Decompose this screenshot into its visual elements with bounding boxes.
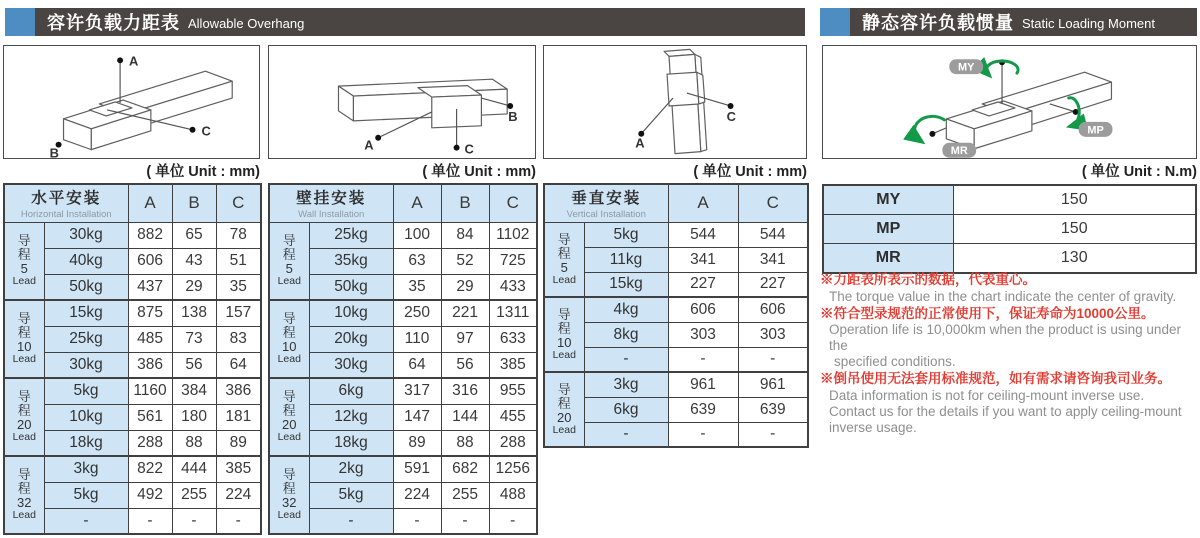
table-title-zh: 垂直安装 bbox=[571, 190, 642, 208]
point-c-dot bbox=[454, 145, 460, 151]
notes-block bbox=[820, 271, 1200, 436]
point-c-dot bbox=[190, 127, 196, 133]
load-cell: 3kg bbox=[584, 372, 668, 397]
header-title-en: Static Loading Moment bbox=[1022, 16, 1155, 31]
load-cell: 25kg bbox=[309, 222, 393, 248]
value-cell: 561 bbox=[128, 404, 172, 430]
blue-accent-square bbox=[5, 8, 35, 36]
lead-label-cell: 导程 32 Lead bbox=[269, 456, 309, 534]
moment-label-mp: MP bbox=[823, 215, 953, 244]
blue-accent-square bbox=[820, 8, 850, 36]
value-cell: - bbox=[216, 508, 261, 534]
value-cell: 633 bbox=[489, 326, 537, 352]
column-header-c: C bbox=[216, 184, 261, 222]
table-row bbox=[269, 508, 537, 534]
load-cell: 5kg bbox=[44, 378, 128, 404]
unit-label-nm: ( 单位 Unit : N.m) bbox=[1081, 164, 1197, 180]
lead-label-cell: 导程 10 Lead bbox=[4, 300, 44, 378]
value-cell: 83 bbox=[216, 326, 261, 352]
load-cell: 5kg bbox=[309, 482, 393, 508]
lead-label-cell: 导程 5 Lead bbox=[269, 222, 309, 300]
load-cell: 35kg bbox=[309, 248, 393, 274]
value-cell: 386 bbox=[216, 378, 261, 404]
mr-rotation-arrow bbox=[915, 116, 945, 140]
value-cell: 227 bbox=[668, 272, 738, 297]
value-cell: 288 bbox=[489, 430, 537, 456]
table-row bbox=[544, 222, 808, 247]
table-row bbox=[269, 326, 537, 352]
unit-label-mm: ( 单位 Unit : mm) bbox=[693, 164, 807, 180]
value-cell: 437 bbox=[128, 274, 172, 300]
table-row bbox=[269, 248, 537, 274]
point-a-label: A bbox=[129, 53, 139, 69]
value-cell: 882 bbox=[128, 222, 172, 248]
table-row bbox=[269, 456, 537, 482]
value-cell: 147 bbox=[393, 404, 441, 430]
value-cell: - bbox=[738, 347, 808, 372]
header-title-zh: 容许负载力距表 bbox=[47, 13, 180, 33]
table-row bbox=[269, 300, 537, 326]
value-cell: - bbox=[489, 508, 537, 534]
value-cell: 73 bbox=[172, 326, 216, 352]
table-row bbox=[269, 404, 537, 430]
value-cell: 1311 bbox=[489, 300, 537, 326]
table-row bbox=[544, 272, 808, 297]
value-cell: 682 bbox=[441, 456, 489, 482]
value-cell: 65 bbox=[172, 222, 216, 248]
moment-axes-diagram bbox=[822, 45, 1197, 159]
value-cell: 492 bbox=[128, 482, 172, 508]
table-title-en: Wall Installation bbox=[298, 209, 365, 221]
mp-badge bbox=[1079, 122, 1113, 137]
table-row bbox=[823, 215, 1196, 244]
section-header-allowable-overhang bbox=[5, 8, 805, 36]
value-cell: 639 bbox=[738, 397, 808, 422]
value-cell: 288 bbox=[128, 430, 172, 456]
value-cell: 639 bbox=[668, 397, 738, 422]
table-header-row bbox=[544, 184, 808, 222]
table-title-en: Vertical Installation bbox=[566, 209, 646, 221]
value-cell: 961 bbox=[668, 372, 738, 397]
table-row bbox=[823, 244, 1196, 274]
note-en: Contact us for the details if you want to apply ceiling-mount bbox=[829, 403, 1182, 419]
value-cell: - bbox=[738, 422, 808, 447]
table-row bbox=[544, 347, 808, 372]
horizontal-mount-drawing bbox=[4, 46, 259, 158]
wall-mount-diagram bbox=[268, 45, 536, 159]
table-title-zh: 水平安装 bbox=[31, 190, 102, 208]
value-cell: 64 bbox=[393, 352, 441, 378]
value-cell: 221 bbox=[441, 300, 489, 326]
table-row bbox=[544, 397, 808, 422]
value-cell: - bbox=[128, 508, 172, 534]
load-cell: 40kg bbox=[44, 248, 128, 274]
value-cell: 56 bbox=[172, 352, 216, 378]
section-header-static-loading-moment bbox=[820, 8, 1197, 36]
value-cell: - bbox=[172, 508, 216, 534]
table-title-cell bbox=[269, 184, 393, 222]
column-header-a: A bbox=[668, 184, 738, 222]
value-cell: 822 bbox=[128, 456, 172, 482]
header-title-en: Allowable Overhang bbox=[188, 16, 305, 31]
load-cell: 12kg bbox=[309, 404, 393, 430]
wall-mount-drawing bbox=[269, 46, 535, 158]
table-row bbox=[269, 352, 537, 378]
value-cell: 52 bbox=[441, 248, 489, 274]
mp-badge-label: MP bbox=[1087, 124, 1104, 137]
lead-label-cell: 导程 10 Lead bbox=[269, 300, 309, 378]
load-cell: 25kg bbox=[44, 326, 128, 352]
point-a-dot bbox=[117, 57, 123, 63]
value-cell: - bbox=[393, 508, 441, 534]
value-cell: 29 bbox=[172, 274, 216, 300]
mr-badge bbox=[942, 143, 976, 158]
table-row bbox=[269, 482, 537, 508]
value-cell: 89 bbox=[393, 430, 441, 456]
unit-label-mm: ( 单位 Unit : mm) bbox=[146, 164, 260, 180]
lead-label-cell: 导程 20 Lead bbox=[4, 378, 44, 456]
table-row bbox=[544, 372, 808, 397]
value-cell: 224 bbox=[216, 482, 261, 508]
value-cell: 255 bbox=[441, 482, 489, 508]
note-en: specified conditions. bbox=[834, 354, 956, 369]
value-cell: 88 bbox=[441, 430, 489, 456]
table-row bbox=[269, 222, 537, 248]
note-zh: ※力距表所表示的数据，代表重心。 bbox=[820, 272, 1036, 287]
my-badge bbox=[949, 59, 983, 74]
table-row bbox=[4, 456, 261, 482]
point-c-label: C bbox=[726, 108, 736, 124]
column-header-c: C bbox=[489, 184, 537, 222]
horizontal-mount-diagram bbox=[3, 45, 260, 159]
load-cell: 5kg bbox=[584, 222, 668, 247]
column-header-c: C bbox=[738, 184, 808, 222]
note-en: Operation life is 10,000km when the product is using under the bbox=[829, 322, 1181, 353]
value-cell: 316 bbox=[441, 378, 489, 404]
load-cell: 15kg bbox=[44, 300, 128, 326]
lead-label-cell: 导程 5 Lead bbox=[544, 222, 584, 297]
column-header-b: B bbox=[172, 184, 216, 222]
load-cell: 30kg bbox=[44, 352, 128, 378]
table-row bbox=[269, 430, 537, 456]
point-b-label: B bbox=[49, 145, 59, 158]
table-row bbox=[823, 185, 1196, 215]
value-cell: 875 bbox=[128, 300, 172, 326]
rail-drawing bbox=[946, 72, 1111, 149]
value-cell: 303 bbox=[668, 322, 738, 347]
value-cell: 35 bbox=[393, 274, 441, 300]
load-cell: - bbox=[584, 347, 668, 372]
value-cell: 84 bbox=[441, 222, 489, 248]
value-cell: 180 bbox=[172, 404, 216, 430]
value-cell: 224 bbox=[393, 482, 441, 508]
value-cell: 63 bbox=[393, 248, 441, 274]
note-en: inverse usage. bbox=[829, 419, 917, 435]
rail-drawing bbox=[338, 79, 507, 128]
table-title-cell bbox=[544, 184, 668, 222]
table-title-zh: 壁挂安装 bbox=[296, 190, 367, 208]
value-cell: 89 bbox=[216, 430, 261, 456]
value-cell: 961 bbox=[738, 372, 808, 397]
value-cell: 433 bbox=[489, 274, 537, 300]
load-cell: 6kg bbox=[309, 378, 393, 404]
column-header-a: A bbox=[393, 184, 441, 222]
table-row bbox=[269, 274, 537, 300]
load-cell: 2kg bbox=[309, 456, 393, 482]
note-zh: ※符合型录规范的正常使用下，保证寿命为10000公里。 bbox=[820, 305, 1155, 321]
lead-label-cell: 导程 20 Lead bbox=[544, 372, 584, 447]
value-cell: 181 bbox=[216, 404, 261, 430]
point-a-label: A bbox=[364, 137, 374, 153]
value-cell: 1102 bbox=[489, 222, 537, 248]
load-cell: 6kg bbox=[584, 397, 668, 422]
value-cell: 56 bbox=[441, 352, 489, 378]
moment-label-mr: MR bbox=[823, 244, 953, 274]
value-cell: 384 bbox=[172, 378, 216, 404]
load-cell: 20kg bbox=[309, 326, 393, 352]
value-cell: 606 bbox=[128, 248, 172, 274]
value-cell: 78 bbox=[216, 222, 261, 248]
lead-label-cell: 导程 20 Lead bbox=[269, 378, 309, 456]
value-cell: 455 bbox=[489, 404, 537, 430]
load-cell: - bbox=[44, 508, 128, 534]
table-row bbox=[544, 247, 808, 272]
load-cell: 15kg bbox=[584, 272, 668, 297]
value-cell: 29 bbox=[441, 274, 489, 300]
value-cell: 227 bbox=[738, 272, 808, 297]
mr-badge-label: MR bbox=[950, 145, 968, 158]
value-cell: 606 bbox=[738, 297, 808, 322]
value-cell: 1256 bbox=[489, 456, 537, 482]
moment-value-mp: 150 bbox=[953, 215, 1196, 244]
header-title-zh: 静态容许负载惯量 bbox=[862, 13, 1014, 33]
value-cell: 485 bbox=[128, 326, 172, 352]
load-cell: 50kg bbox=[309, 274, 393, 300]
value-cell: - bbox=[668, 347, 738, 372]
vertical-installation-table bbox=[543, 183, 809, 448]
unit-label-mm: ( 单位 Unit : mm) bbox=[422, 164, 536, 180]
lead-label-cell: 导程 5 Lead bbox=[4, 222, 44, 300]
table-header-row bbox=[4, 184, 261, 222]
load-cell: 8kg bbox=[584, 322, 668, 347]
header-bar bbox=[35, 8, 805, 36]
point-c-label: C bbox=[201, 123, 211, 139]
point-a-label: A bbox=[635, 135, 645, 151]
vertical-mount-diagram bbox=[543, 45, 807, 159]
table-row bbox=[4, 378, 261, 404]
value-cell: - bbox=[441, 508, 489, 534]
point-b-label: B bbox=[508, 108, 518, 124]
table-title-cell bbox=[4, 184, 128, 222]
value-cell: 385 bbox=[216, 456, 261, 482]
mr-axis-dot bbox=[929, 131, 935, 137]
point-a-dot bbox=[375, 135, 381, 141]
value-cell: 386 bbox=[128, 352, 172, 378]
note-zh: ※倒吊使用无法套用标准规范，如有需求请咨询我司业务。 bbox=[820, 371, 1171, 386]
table-row bbox=[544, 297, 808, 322]
value-cell: 144 bbox=[441, 404, 489, 430]
load-cell: 10kg bbox=[309, 300, 393, 326]
load-cell: 4kg bbox=[584, 297, 668, 322]
value-cell: 138 bbox=[172, 300, 216, 326]
point-c-label: C bbox=[464, 141, 474, 157]
table-row bbox=[4, 300, 261, 326]
table-row bbox=[4, 222, 261, 248]
value-cell: 385 bbox=[489, 352, 537, 378]
horizontal-installation-table bbox=[3, 183, 262, 535]
value-cell: 110 bbox=[393, 326, 441, 352]
load-cell: 10kg bbox=[44, 404, 128, 430]
value-cell: 100 bbox=[393, 222, 441, 248]
table-row bbox=[544, 422, 808, 447]
value-cell: - bbox=[668, 422, 738, 447]
load-cell: 50kg bbox=[44, 274, 128, 300]
table-row bbox=[544, 322, 808, 347]
column-header-a: A bbox=[128, 184, 172, 222]
note-en: Data information is not for ceiling-mount inverse use. bbox=[829, 387, 1145, 403]
value-cell: 544 bbox=[738, 222, 808, 247]
note-en: The torque value in the chart indicate the center of gravity. bbox=[829, 288, 1177, 304]
header-bar bbox=[850, 8, 1197, 36]
value-cell: 317 bbox=[393, 378, 441, 404]
value-cell: 955 bbox=[489, 378, 537, 404]
load-cell: 11kg bbox=[584, 247, 668, 272]
value-cell: 303 bbox=[738, 322, 808, 347]
value-cell: 250 bbox=[393, 300, 441, 326]
load-cell: 18kg bbox=[44, 430, 128, 456]
value-cell: 725 bbox=[489, 248, 537, 274]
lead-label-cell: 导程 10 Lead bbox=[544, 297, 584, 372]
moment-label-my: MY bbox=[823, 185, 953, 215]
load-cell: - bbox=[309, 508, 393, 534]
load-cell: 30kg bbox=[44, 222, 128, 248]
my-badge-label: MY bbox=[958, 61, 975, 74]
value-cell: 51 bbox=[216, 248, 261, 274]
value-cell: 341 bbox=[738, 247, 808, 272]
table-row bbox=[269, 378, 537, 404]
wall-installation-table bbox=[268, 183, 538, 535]
value-cell: 444 bbox=[172, 456, 216, 482]
value-cell: 488 bbox=[489, 482, 537, 508]
value-cell: 35 bbox=[216, 274, 261, 300]
table-header-row bbox=[269, 184, 537, 222]
table-title-en: Horizontal Installation bbox=[20, 209, 112, 221]
value-cell: 64 bbox=[216, 352, 261, 378]
value-cell: 97 bbox=[441, 326, 489, 352]
load-cell: 18kg bbox=[309, 430, 393, 456]
moment-value-mr: 130 bbox=[953, 244, 1196, 274]
moment-axes-drawing bbox=[823, 46, 1196, 158]
value-cell: 43 bbox=[172, 248, 216, 274]
load-cell: 5kg bbox=[44, 482, 128, 508]
value-cell: 1160 bbox=[128, 378, 172, 404]
value-cell: 157 bbox=[216, 300, 261, 326]
value-cell: 88 bbox=[172, 430, 216, 456]
load-cell: - bbox=[584, 422, 668, 447]
vertical-mount-drawing bbox=[544, 46, 806, 158]
load-cell: 3kg bbox=[44, 456, 128, 482]
value-cell: 606 bbox=[668, 297, 738, 322]
value-cell: 341 bbox=[668, 247, 738, 272]
value-cell: 544 bbox=[668, 222, 738, 247]
value-cell: 255 bbox=[172, 482, 216, 508]
lead-label-cell: 导程 32 Lead bbox=[4, 456, 44, 534]
moment-value-my: 150 bbox=[953, 185, 1196, 215]
load-cell: 30kg bbox=[309, 352, 393, 378]
column-header-b: B bbox=[441, 184, 489, 222]
static-loading-moment-table bbox=[822, 184, 1197, 274]
value-cell: 591 bbox=[393, 456, 441, 482]
